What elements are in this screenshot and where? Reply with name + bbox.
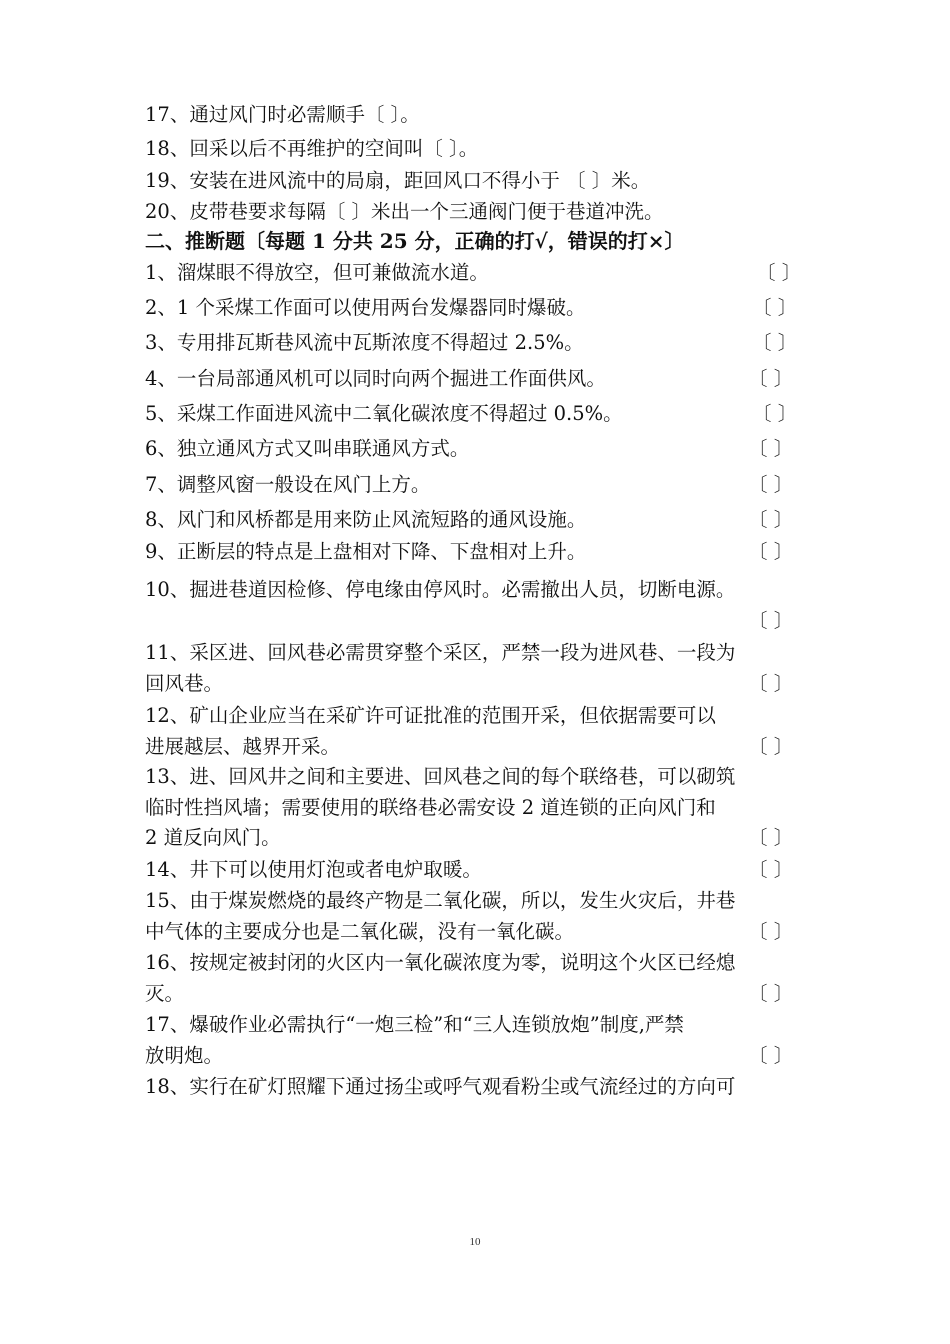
judgment-item-9: 9、正断层的特点是上盘相对下降、下盘相对上升。 bbox=[145, 540, 587, 563]
answer-bracket-1: 〔 〕 bbox=[756, 261, 802, 284]
judgment-item-17: 17、爆破作业必需执行“一炮三检”和“三人连锁放炮”制度,严禁 bbox=[145, 1013, 684, 1036]
answer-bracket-13: 〔 〕 bbox=[748, 826, 794, 849]
answer-bracket-17: 〔 〕 bbox=[748, 1044, 794, 1067]
judgment-item-12: 12、矿山企业应当在采矿许可证批准的范围开采，但依据需要可以 bbox=[145, 704, 716, 727]
judgment-item-14: 14、井下可以使用灯泡或者电炉取暖。 bbox=[145, 858, 482, 881]
judgment-item-13-cont-2: 2 道反向风门。 bbox=[145, 826, 281, 849]
fill-in-item-19: 19、安装在进风流中的局扇，距回风口不得小于 〔 〕米。 bbox=[145, 169, 651, 192]
judgment-item-3: 3、专用排瓦斯巷风流中瓦斯浓度不得超过 2.5%。 bbox=[145, 331, 584, 354]
answer-bracket-16: 〔 〕 bbox=[748, 982, 794, 1005]
judgment-item-15: 15、由于煤炭燃烧的最终产物是二氧化碳，所以，发生火灾后，井巷 bbox=[145, 889, 736, 912]
answer-bracket-15: 〔 〕 bbox=[748, 920, 794, 943]
judgment-item-5: 5、采煤工作面进风流中二氧化碳浓度不得超过 0.5%。 bbox=[145, 402, 623, 425]
judgment-item-17-cont: 放明炮。 bbox=[145, 1044, 224, 1067]
answer-bracket-5: 〔 〕 bbox=[752, 402, 798, 425]
judgment-item-6: 6、独立通风方式又叫串联通风方式。 bbox=[145, 437, 470, 460]
judgment-item-11: 11、采区进、回风巷必需贯穿整个采区，严禁一段为进风巷、一段为 bbox=[145, 641, 736, 664]
judgment-item-13-cont-1: 临时性挡风墙；需要使用的联络巷必需安设 2 道连锁的正向风门和 bbox=[145, 796, 716, 819]
answer-bracket-9: 〔 〕 bbox=[748, 540, 794, 563]
judgment-item-1: 1、溜煤眼不得放空，但可兼做流水道。 bbox=[145, 261, 489, 284]
answer-bracket-7: 〔 〕 bbox=[748, 473, 794, 496]
answer-bracket-12: 〔 〕 bbox=[748, 735, 794, 758]
judgment-item-18: 18、实行在矿灯照耀下通过扬尘或呼气观看粉尘或气流经过的方向可 bbox=[145, 1075, 736, 1098]
judgment-item-2: 2、1 个采煤工作面可以使用两台发爆器同时爆破。 bbox=[145, 296, 586, 319]
judgment-item-8: 8、风门和风桥都是用来防止风流短路的通风设施。 bbox=[145, 508, 587, 531]
section-heading: 二、推断题〔每题 1 分共 25 分，正确的打√，错误的打×〕 bbox=[145, 229, 685, 253]
page-number: 10 bbox=[469, 1236, 481, 1248]
judgment-item-16-cont: 灭。 bbox=[145, 982, 185, 1005]
answer-bracket-3: 〔 〕 bbox=[752, 331, 798, 354]
fill-in-item-20: 20、皮带巷要求每隔〔 〕米出一个三通阀门便于巷道冲洗。 bbox=[145, 200, 664, 223]
judgment-item-15-cont: 中气体的主要成分也是二氧化碳，没有一氧化碳。 bbox=[145, 920, 575, 943]
answer-bracket-11: 〔 〕 bbox=[748, 672, 794, 695]
judgment-item-16: 16、按规定被封闭的火区内一氧化碳浓度为零，说明这个火区已经熄 bbox=[145, 951, 736, 974]
answer-bracket-4: 〔 〕 bbox=[748, 367, 794, 390]
answer-bracket-14: 〔 〕 bbox=[748, 858, 794, 881]
fill-in-item-18: 18、回采以后不再维护的空间叫〔 〕。 bbox=[145, 137, 479, 160]
answer-bracket-2: 〔 〕 bbox=[752, 296, 798, 319]
answer-bracket-10: 〔 〕 bbox=[748, 609, 794, 632]
judgment-item-12-cont: 进展越层、越界开采。 bbox=[145, 735, 341, 758]
answer-bracket-6: 〔 〕 bbox=[748, 437, 794, 460]
fill-in-item-17: 17、通过风门时必需顺手〔 〕。 bbox=[145, 103, 420, 126]
judgment-item-7: 7、调整风窗一般设在风门上方。 bbox=[145, 473, 431, 496]
judgment-item-13: 13、进、回风井之间和主要进、回风巷之间的每个联络巷，可以砌筑 bbox=[145, 765, 736, 788]
judgment-item-11-cont: 回风巷。 bbox=[145, 672, 224, 695]
answer-bracket-8: 〔 〕 bbox=[748, 508, 794, 531]
judgment-item-10: 10、掘进巷道因检修、停电缘由停风时。必需撤出人员，切断电源。 bbox=[145, 578, 736, 601]
judgment-item-4: 4、一台局部通风机可以同时向两个掘进工作面供风。 bbox=[145, 367, 606, 390]
